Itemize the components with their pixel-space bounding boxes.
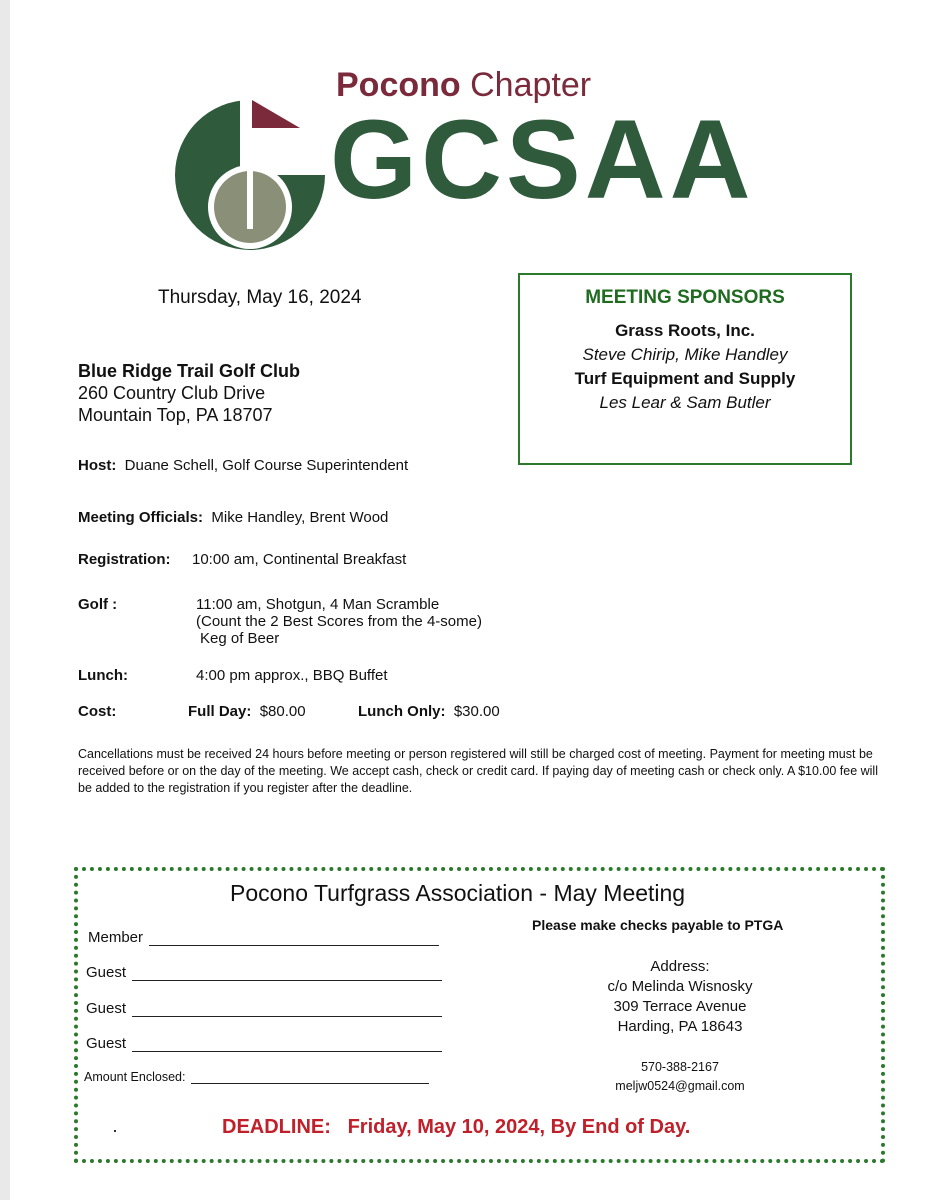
- chapter-bold: Pocono: [336, 66, 461, 104]
- full-day-value: $80.00: [259, 703, 306, 720]
- member-field[interactable]: [88, 929, 439, 946]
- full-day-cost: [188, 703, 306, 720]
- sponsors-box: [518, 273, 852, 465]
- lunch-only-cost: [358, 703, 500, 720]
- venue-block: [78, 360, 300, 426]
- address-line3: Harding, PA 18643: [617, 1018, 743, 1035]
- member-label: Member: [88, 929, 144, 946]
- officials-row: [78, 509, 388, 526]
- amount-field[interactable]: [84, 1070, 429, 1084]
- lunch-only-label: Lunch Only:: [358, 703, 446, 720]
- sponsors-title: MEETING SPONSORS: [585, 287, 785, 308]
- cost-label: Cost:: [78, 703, 117, 720]
- deadline-label: DEADLINE:: [222, 1116, 331, 1138]
- officials-label: Meeting Officials:: [78, 509, 204, 526]
- email-address: meljw0524@gmail.com: [615, 1079, 745, 1093]
- guest-field-3[interactable]: [86, 1035, 442, 1052]
- mailing-address: [530, 957, 830, 1037]
- sponsor-company-1: Grass Roots, Inc.: [615, 321, 755, 340]
- full-day-label: Full Day:: [188, 703, 252, 720]
- guest-label-1: Guest: [86, 964, 127, 981]
- amount-blank[interactable]: [191, 1071, 429, 1084]
- deadline-value: Friday, May 10, 2024, By End of Day.: [347, 1116, 691, 1138]
- guest-blank-1[interactable]: [132, 965, 442, 981]
- cancellation-policy: Cancellations must be received 24 hours before meeting or person registered will still be charged cost of meeting. Payment for meeting must be received before or on the day of the meeting. We accept cash, check or credit card. If paying day of meeting cash or check only. A $10.00 fee will be added to the registration if you register after the deadline.: [78, 747, 878, 795]
- address-line2: 309 Terrace Avenue: [613, 998, 747, 1015]
- contact-info: [530, 1058, 830, 1096]
- golf-label-row: [78, 596, 117, 613]
- phone-number: 570-388-2167: [641, 1060, 719, 1074]
- gcsaa-wordmark: GCSAA: [330, 97, 755, 222]
- guest-label-2: Guest: [86, 1000, 127, 1017]
- form-title: Pocono Turfgrass Association - May Meeting: [230, 880, 686, 906]
- registration-value: 10:00 am, Continental Breakfast: [192, 551, 407, 568]
- event-date: Thursday, May 16, 2024: [158, 287, 362, 308]
- golf-line-2: (Count the 2 Best Scores from the 4-some): [196, 613, 482, 630]
- golf-details: [196, 596, 482, 647]
- host-row: [78, 457, 408, 474]
- cost-label-row: [78, 703, 116, 720]
- golf-line-3: Keg of Beer: [200, 630, 280, 647]
- golf-line-1: 11:00 am, Shotgun, 4 Man Scramble: [196, 596, 440, 613]
- guest-field-2[interactable]: [86, 1000, 442, 1017]
- host-value: Duane Schell, Golf Course Superintendent: [124, 457, 409, 474]
- golf-label: Golf :: [78, 596, 118, 613]
- amount-label: Amount Enclosed:: [84, 1070, 186, 1084]
- chapter-rest: Chapter: [470, 66, 592, 104]
- officials-value: Mike Handley, Brent Wood: [211, 509, 389, 526]
- address-label: Address:: [650, 958, 710, 975]
- lunch-only-value: $30.00: [453, 703, 500, 720]
- host-label: Host:: [78, 457, 117, 474]
- sponsor-company-2: Turf Equipment and Supply: [574, 369, 796, 388]
- member-blank[interactable]: [149, 930, 439, 946]
- guest-label-3: Guest: [86, 1035, 127, 1052]
- registration-label-row: [78, 551, 171, 568]
- registration-label: Registration:: [78, 551, 171, 568]
- lunch-label-row: [78, 667, 128, 684]
- venue-address-line2: Mountain Top, PA 18707: [78, 405, 273, 425]
- lunch-value: 4:00 pm approx., BBQ Buffet: [196, 667, 388, 684]
- guest-blank-2[interactable]: [132, 1001, 442, 1017]
- deadline-notice: [222, 1116, 690, 1139]
- stray-dot: [114, 1130, 116, 1132]
- address-line1: c/o Melinda Wisnosky: [607, 978, 753, 995]
- guest-field-1[interactable]: [86, 964, 442, 981]
- guest-blank-3[interactable]: [132, 1036, 442, 1052]
- lunch-label: Lunch:: [78, 667, 128, 684]
- sponsor-people-2: Les Lear & Sam Butler: [599, 393, 771, 412]
- sponsor-people-1: Steve Chirip, Mike Handley: [582, 345, 788, 364]
- golf-flag-logo-icon: [170, 95, 330, 255]
- payable-note: Please make checks payable to PTGA: [532, 917, 784, 933]
- venue-name: Blue Ridge Trail Golf Club: [78, 361, 301, 381]
- venue-address-line1: 260 Country Club Drive: [78, 383, 266, 403]
- flyer-page: [10, 0, 945, 1200]
